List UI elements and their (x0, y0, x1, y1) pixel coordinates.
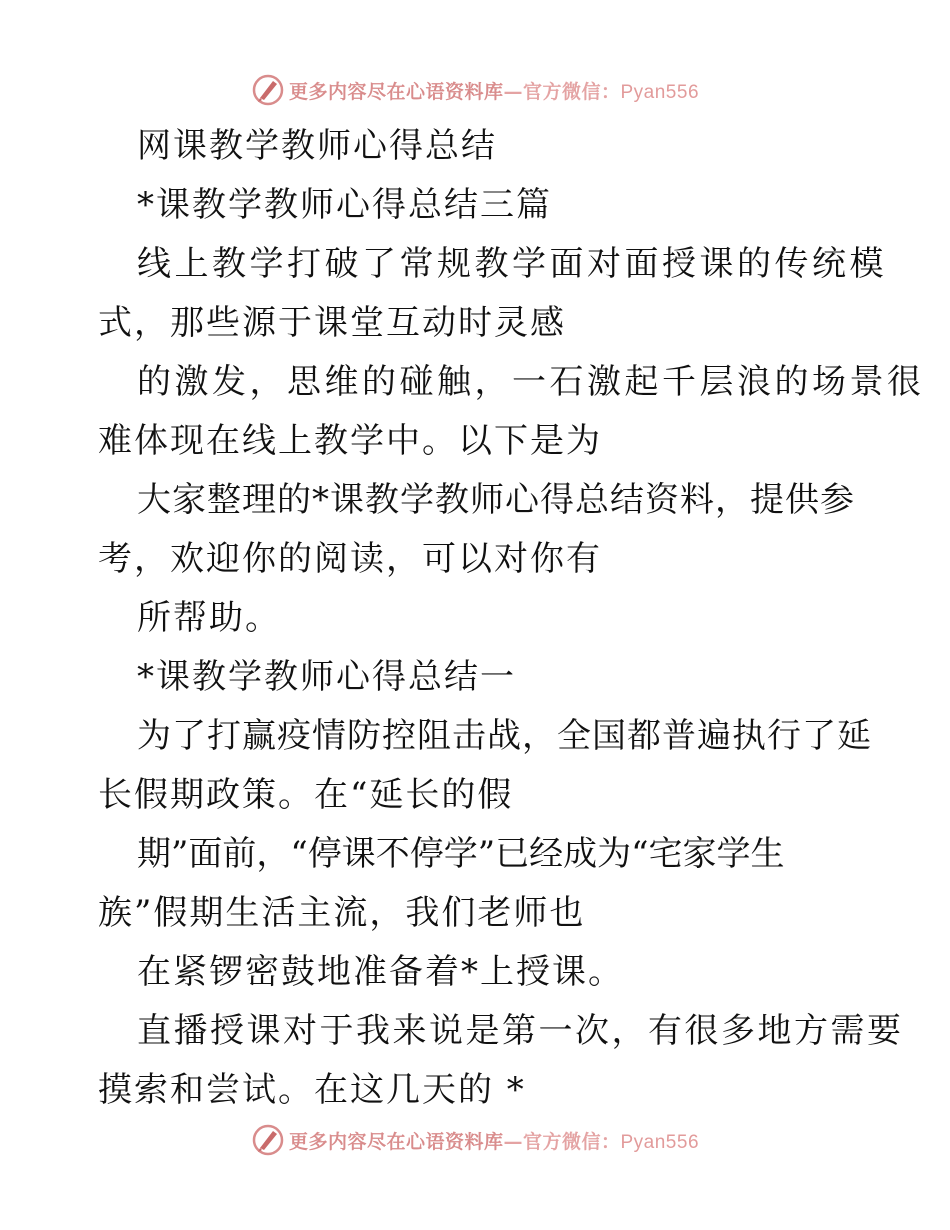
paragraph-line: 难体现在线上教学中。以下是为 (98, 421, 602, 461)
paragraph-line: 在紧锣密鼓地准备着*上授课。 (137, 952, 624, 992)
paragraph-line: 式，那些源于课堂互动时灵感 (98, 303, 566, 343)
paragraph-line: 族”假期生活主流，我们老师也 (98, 893, 586, 933)
document-subtitle: *课教学教师心得总结三篇 (137, 185, 552, 225)
watermark-text (289, 1127, 699, 1154)
paragraph-line: 长假期政策。在“延长的假 (98, 775, 514, 815)
watermark-separator: —官方微信： (503, 1130, 621, 1153)
watermark-separator: —官方微信： (503, 80, 621, 103)
section-heading: *课教学教师心得总结一 (137, 657, 516, 697)
watermark-wechat-id: Pyan556 (620, 81, 700, 103)
paragraph-line: 考，欢迎你的阅读，可以对你有 (98, 539, 602, 579)
paragraph-line: 摸索和尝试。在这几天的 * (98, 1070, 526, 1110)
watermark-prefix: 更多内容尽在心语资料库 (288, 80, 504, 103)
paragraph-line: 线上教学打破了常规教学面对面授课的传统模 (137, 244, 887, 284)
header-watermark-banner (0, 70, 950, 110)
paragraph-line: 大家整理的*课教学教师心得总结资料，提供参 (137, 480, 855, 520)
quill-pen-circle-icon (251, 73, 285, 107)
paragraph-line: 所帮助。 (137, 598, 281, 638)
paragraph-line: 期”面前，“停课不停学”已经成为“宅家学生 (137, 834, 785, 874)
watermark-wechat-id: Pyan556 (620, 1131, 700, 1153)
watermark-prefix: 更多内容尽在心语资料库 (288, 1130, 504, 1153)
quill-pen-circle-icon (251, 1123, 285, 1157)
paragraph-line: 直播授课对于我来说是第一次，有很多地方需要 (137, 1011, 904, 1051)
document-title: 网课教学教师心得总结 (137, 126, 497, 166)
watermark-text (289, 77, 699, 104)
paragraph-line: 为了打赢疫情防控阻击战，全国都普遍执行了延 (137, 716, 872, 756)
paragraph-line: 的激发，思维的碰触，一石激起千层浪的场景很 (137, 362, 925, 402)
footer-watermark-banner (0, 1120, 950, 1160)
